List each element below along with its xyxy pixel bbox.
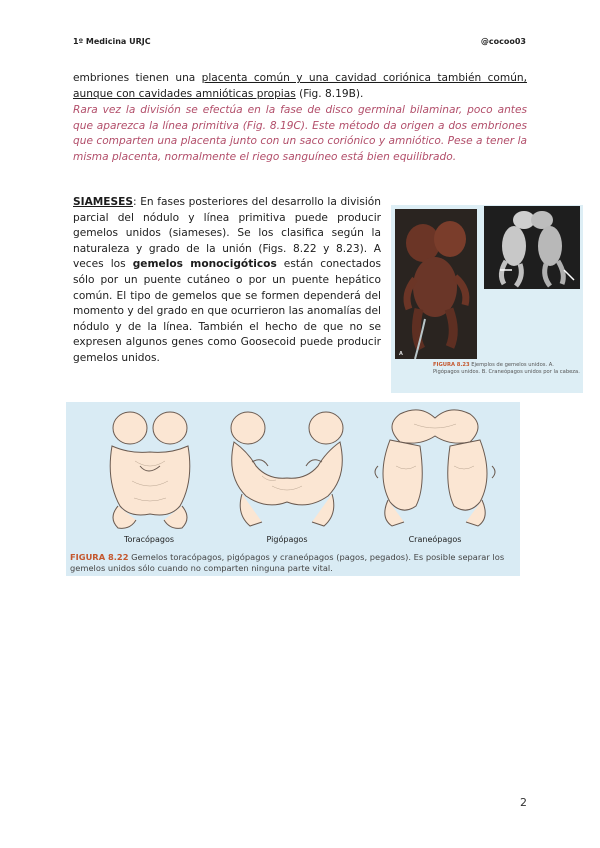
paragraph-bilaminar-italic: Rara vez la división se efectúa en la fase de disco germinal bilaminar, poco antes que aparezca la línea primitiva (Fig. 8.19C). Este método da origen a dos embriones que comparten una placenta junto con un saco coriónico y amniótico. Pese a tener la misma placenta, normalmente el riego sanguíneo está bien equilibrado. (73, 104, 527, 163)
header-course: 1º Medicina URJC (73, 37, 151, 46)
siameses-section (73, 195, 381, 367)
figure-8-22-label: FIGURA 8.22 (70, 552, 129, 562)
header-author: @cocoo03 (480, 37, 526, 46)
label-toracopagos: Toracópagos (123, 535, 175, 544)
paragraph-placenta (73, 71, 527, 102)
label-craneopagos: Craneópagos (408, 535, 462, 544)
figure-8-23-caption (433, 362, 581, 376)
pigopagos-illustration (222, 406, 352, 531)
siameses-text-2: están conectados sólo por un puente cutáneo o por un puente hepático común. El tipo de gemelos que se formen dependerá del momento y del grado en que ocurrieron las anomalías del nódulo y de la línea. También el hecho de que no se expresen algunos genes como Goosecoid puede producir gemelos unidos. (73, 258, 381, 364)
craneopagos-illustration (370, 406, 500, 531)
paragraph-placenta-end: (Fig. 8.19B). (295, 87, 364, 100)
paragraph-placenta-underlined: placenta común y una cavidad coriónica también común, aunque con cavidades amnióticas propias (73, 72, 527, 100)
figure-8-22-caption (70, 552, 518, 574)
figure-8-23-label: FIGURA 8.23 (433, 362, 470, 368)
conjoined-twins-photo-a (395, 209, 477, 359)
paragraph-placenta-start: embriones tienen una (73, 72, 202, 84)
figure-8-23 (391, 205, 583, 393)
conjoined-twins-photo-b (484, 206, 580, 289)
figure-8-22 (66, 402, 520, 576)
siameses-bold-term: gemelos monocigóticos (132, 258, 277, 271)
siameses-title: SIAMESES (73, 196, 134, 208)
toracopagos-illustration (90, 406, 210, 531)
figure-8-22-text: Gemelos toracópagos, pigópagos y craneópagos (pagos, pegados). Es posible separar los gemelos unidos sólo cuando no comparten ninguna parte vital. (70, 552, 505, 573)
page-number: 2 (520, 796, 527, 809)
siameses-text-1: : En fases posteriores del desarrollo la división parcial del nódulo y línea primitiva puede producir gemelos unidos (siameses). Se los clasifica según la naturaleza y grado de la unión (Figs. 8.22 y 8.23). A veces los (73, 196, 381, 271)
figure-8-23-text: Ejemplos de gemelos unidos. A. Pigópagos unidos. B. Craneópagos unidos por la cabeza. (433, 362, 580, 375)
label-pigopagos: Pigópagos (266, 535, 308, 544)
panel-a-label: A (399, 351, 403, 357)
